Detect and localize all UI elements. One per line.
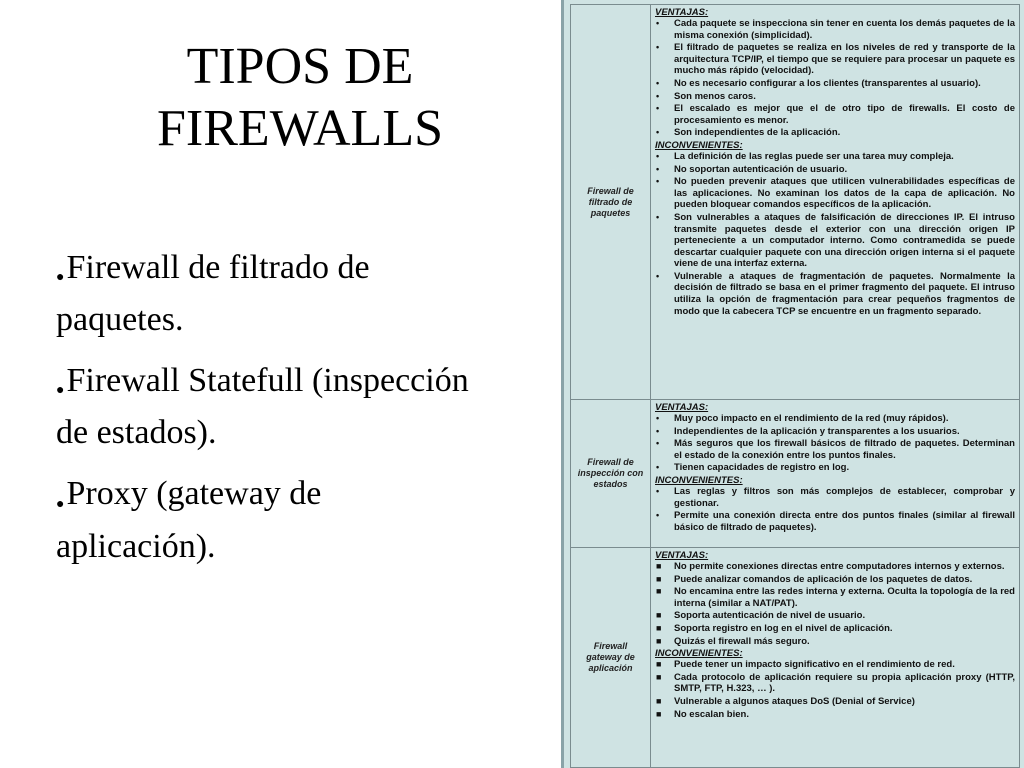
list-item bbox=[655, 510, 1015, 533]
bullet-marker-icon: • bbox=[656, 270, 660, 281]
list-item bbox=[655, 486, 1015, 509]
list-item-text: Vulnerable a algunos ataques DoS (Denial of Service) bbox=[674, 695, 915, 707]
inconvenientes-list bbox=[655, 659, 1015, 720]
bullet-dot-icon: ● bbox=[56, 383, 65, 399]
inconvenientes-list bbox=[655, 486, 1015, 533]
list-item bbox=[655, 636, 1015, 648]
bullet-marker-icon: • bbox=[656, 485, 660, 496]
ventajas-heading: VENTAJAS: bbox=[655, 402, 709, 413]
bullet-marker-icon: • bbox=[656, 163, 660, 174]
list-item-text: Son menos caros. bbox=[674, 90, 756, 102]
list-item-text: El filtrado de paquetes se realiza en los niveles de red y transporte de la arquitectura TCP/IP, el tiempo que se requiere para procesar un paquete es mucho más rápido (velocidad). bbox=[674, 42, 1015, 77]
bullet-marker-icon: ■ bbox=[656, 671, 662, 682]
list-item-text: Cada paquete se inspecciona sin tener en cuenta los demás paquetes de la misma conexión (simplicidad). bbox=[674, 18, 1015, 41]
list-item-text: Soporta registro en log en el nivel de aplicación. bbox=[674, 622, 893, 634]
list-item-text: Muy poco impacto en el rendimiento de la red (muy rápidos). bbox=[674, 413, 949, 424]
list-item-text: Puede analizar comandos de aplicación de los paquetes de datos. bbox=[674, 573, 973, 585]
table-row bbox=[571, 5, 1020, 400]
inconvenientes-heading: INCONVENIENTES: bbox=[655, 139, 743, 151]
list-item-text: Las reglas y filtros son más complejos de establecer, comprobar y gestionar. bbox=[674, 485, 1015, 509]
list-item bbox=[655, 78, 1015, 90]
list-item-text: No escalan bien. bbox=[674, 708, 749, 720]
bullet-marker-icon: • bbox=[656, 42, 660, 53]
bullet-marker-icon: • bbox=[656, 510, 660, 521]
bullet-marker-icon: ■ bbox=[656, 635, 662, 646]
list-item bbox=[655, 103, 1015, 126]
list-item bbox=[655, 462, 1015, 474]
list-item-text: Vulnerable a ataques de fragmentación de paquetes. Normalmente la decisión de filtrado se basa en el primer fragmento del paquete. El intruso utiliza la opción de fragmentación para crear pequeños fragmentos de modo que la cabecera TCP se encuentre en un fragmento separado. bbox=[674, 270, 1015, 317]
list-item-text: No permite conexiones directas entre computadores internos y externos. bbox=[674, 561, 1005, 572]
list-item bbox=[655, 623, 1015, 635]
bullet-item bbox=[56, 243, 476, 345]
list-item bbox=[655, 212, 1015, 270]
bullet-text: Firewall Statefull (inspección de estados). bbox=[56, 362, 469, 452]
bullet-marker-icon: ■ bbox=[656, 622, 662, 633]
firewall-type-cell: Firewall gateway de aplicación bbox=[571, 548, 651, 768]
firewall-description-cell bbox=[651, 5, 1020, 400]
bullet-item bbox=[56, 356, 476, 458]
bullet-marker-icon: • bbox=[656, 77, 660, 88]
bullet-dot-icon: ● bbox=[56, 270, 65, 286]
bullet-marker-icon: • bbox=[656, 211, 660, 222]
inconvenientes-heading: INCONVENIENTES: bbox=[655, 474, 743, 486]
list-item-text: La definición de las reglas puede ser una tarea muy compleja. bbox=[674, 150, 954, 162]
list-item-text: No soportan autenticación de usuario. bbox=[674, 163, 848, 175]
ventajas-list bbox=[655, 413, 1015, 474]
list-item bbox=[655, 176, 1015, 211]
bullet-marker-icon: ■ bbox=[656, 695, 662, 706]
list-item-text: Permite una conexión directa entre dos puntos finales (similar al firewall básico de filtrado de paquetes). bbox=[674, 510, 1015, 533]
bullet-text: Firewall de filtrado de paquetes. bbox=[56, 249, 370, 339]
bullet-marker-icon: ■ bbox=[656, 561, 662, 571]
firewall-comparison-table-panel bbox=[561, 0, 1024, 768]
ventajas-heading: VENTAJAS: bbox=[655, 550, 709, 561]
list-item bbox=[655, 438, 1015, 461]
list-item bbox=[655, 91, 1015, 103]
bullet-marker-icon: • bbox=[656, 103, 660, 114]
list-item bbox=[655, 18, 1015, 41]
list-item-text: Tienen capacidades de registro en log. bbox=[674, 462, 850, 474]
list-item-text: No pueden prevenir ataques que utilicen vulnerabilidades específicas de las aplicaciones. No examinan los datos de la capa de aplicación. No pueden bloquear comandos específicos de la aplicación. bbox=[674, 176, 1015, 211]
bullet-text: Proxy (gateway de aplicación). bbox=[56, 475, 322, 565]
firewall-description-cell bbox=[651, 548, 1020, 768]
table-row bbox=[571, 548, 1020, 768]
bullet-marker-icon: ■ bbox=[656, 586, 662, 597]
firewall-comparison-table bbox=[570, 4, 1020, 768]
bullet-marker-icon: ■ bbox=[656, 573, 662, 584]
bullet-marker-icon: • bbox=[656, 438, 660, 449]
bullet-marker-icon: ■ bbox=[656, 610, 662, 621]
list-item bbox=[655, 164, 1015, 176]
bullet-marker-icon: • bbox=[656, 127, 660, 138]
bullet-list bbox=[56, 243, 476, 583]
bullet-marker-icon: ■ bbox=[656, 659, 662, 670]
list-item bbox=[655, 426, 1015, 438]
list-item-text: No es necesario configurar a los clientes (transparentes al usuario). bbox=[674, 77, 981, 89]
ventajas-list bbox=[655, 561, 1015, 647]
bullet-marker-icon: • bbox=[656, 413, 660, 423]
bullet-marker-icon: • bbox=[656, 462, 660, 473]
list-item-text: Cada protocolo de aplicación requiere su propia aplicación proxy (HTTP, SMTP, FTP, H.323, … ). bbox=[674, 671, 1015, 695]
slide-title: TIPOS DE FIREWALLS bbox=[157, 38, 443, 157]
bullet-marker-icon: ■ bbox=[656, 708, 662, 719]
list-item-text: No encamina entre las redes interna y externa. Oculta la topología de la red interna (similar a NAT/PAT). bbox=[674, 586, 1015, 609]
bullet-marker-icon: • bbox=[656, 176, 660, 187]
list-item bbox=[655, 42, 1015, 77]
list-item bbox=[655, 127, 1015, 139]
bullet-marker-icon: • bbox=[656, 425, 660, 436]
list-item bbox=[655, 151, 1015, 163]
list-item-text: Quizás el firewall más seguro. bbox=[674, 635, 810, 647]
list-item-text: Puede tener un impacto significativo en el rendimiento de red. bbox=[674, 659, 955, 671]
bullet-item bbox=[56, 469, 476, 571]
list-item bbox=[655, 413, 1015, 425]
bullet-marker-icon: • bbox=[656, 150, 660, 161]
ventajas-list bbox=[655, 18, 1015, 139]
inconvenientes-heading: INCONVENIENTES: bbox=[655, 648, 743, 660]
list-item-text: Son independientes de la aplicación. bbox=[674, 127, 841, 139]
list-item-text: El escalado es mejor que el de otro tipo de firewalls. El costo de procesamiento es menor. bbox=[674, 103, 1015, 126]
list-item bbox=[655, 696, 1015, 708]
list-item bbox=[655, 574, 1015, 586]
list-item bbox=[655, 709, 1015, 721]
list-item bbox=[655, 672, 1015, 695]
firewall-type-cell: Firewall de filtrado de paquetes bbox=[571, 5, 651, 400]
bullet-marker-icon: • bbox=[656, 18, 660, 28]
firewall-type-cell: Firewall de inspección con estados bbox=[571, 400, 651, 548]
firewall-description-cell bbox=[651, 400, 1020, 548]
ventajas-heading: VENTAJAS: bbox=[655, 7, 709, 18]
list-item bbox=[655, 561, 1015, 573]
list-item-text: Independientes de la aplicación y transparentes a los usuarios. bbox=[674, 425, 960, 437]
list-item-text: Soporta autenticación de nivel de usuario. bbox=[674, 610, 866, 622]
bullet-dot-icon: ● bbox=[56, 496, 65, 512]
list-item-text: Más seguros que los firewall básicos de filtrado de paquetes. Determinan el estado de la conexión entre los puntos finales. bbox=[674, 438, 1015, 461]
list-item-text: Son vulnerables a ataques de falsificación de direcciones IP. El intruso transmite paquetes desde el exterior con una dirección origen IP perteneciente a un computador interno. Como contramedida se puede descartar cualquier paquete con una dirección origen interna si el paquete viene de una interfaz externa. bbox=[674, 211, 1015, 270]
bullet-marker-icon: • bbox=[656, 90, 660, 101]
list-item bbox=[655, 659, 1015, 671]
list-item bbox=[655, 610, 1015, 622]
inconvenientes-list bbox=[655, 151, 1015, 317]
list-item bbox=[655, 586, 1015, 609]
table-row bbox=[571, 400, 1020, 548]
list-item bbox=[655, 271, 1015, 317]
